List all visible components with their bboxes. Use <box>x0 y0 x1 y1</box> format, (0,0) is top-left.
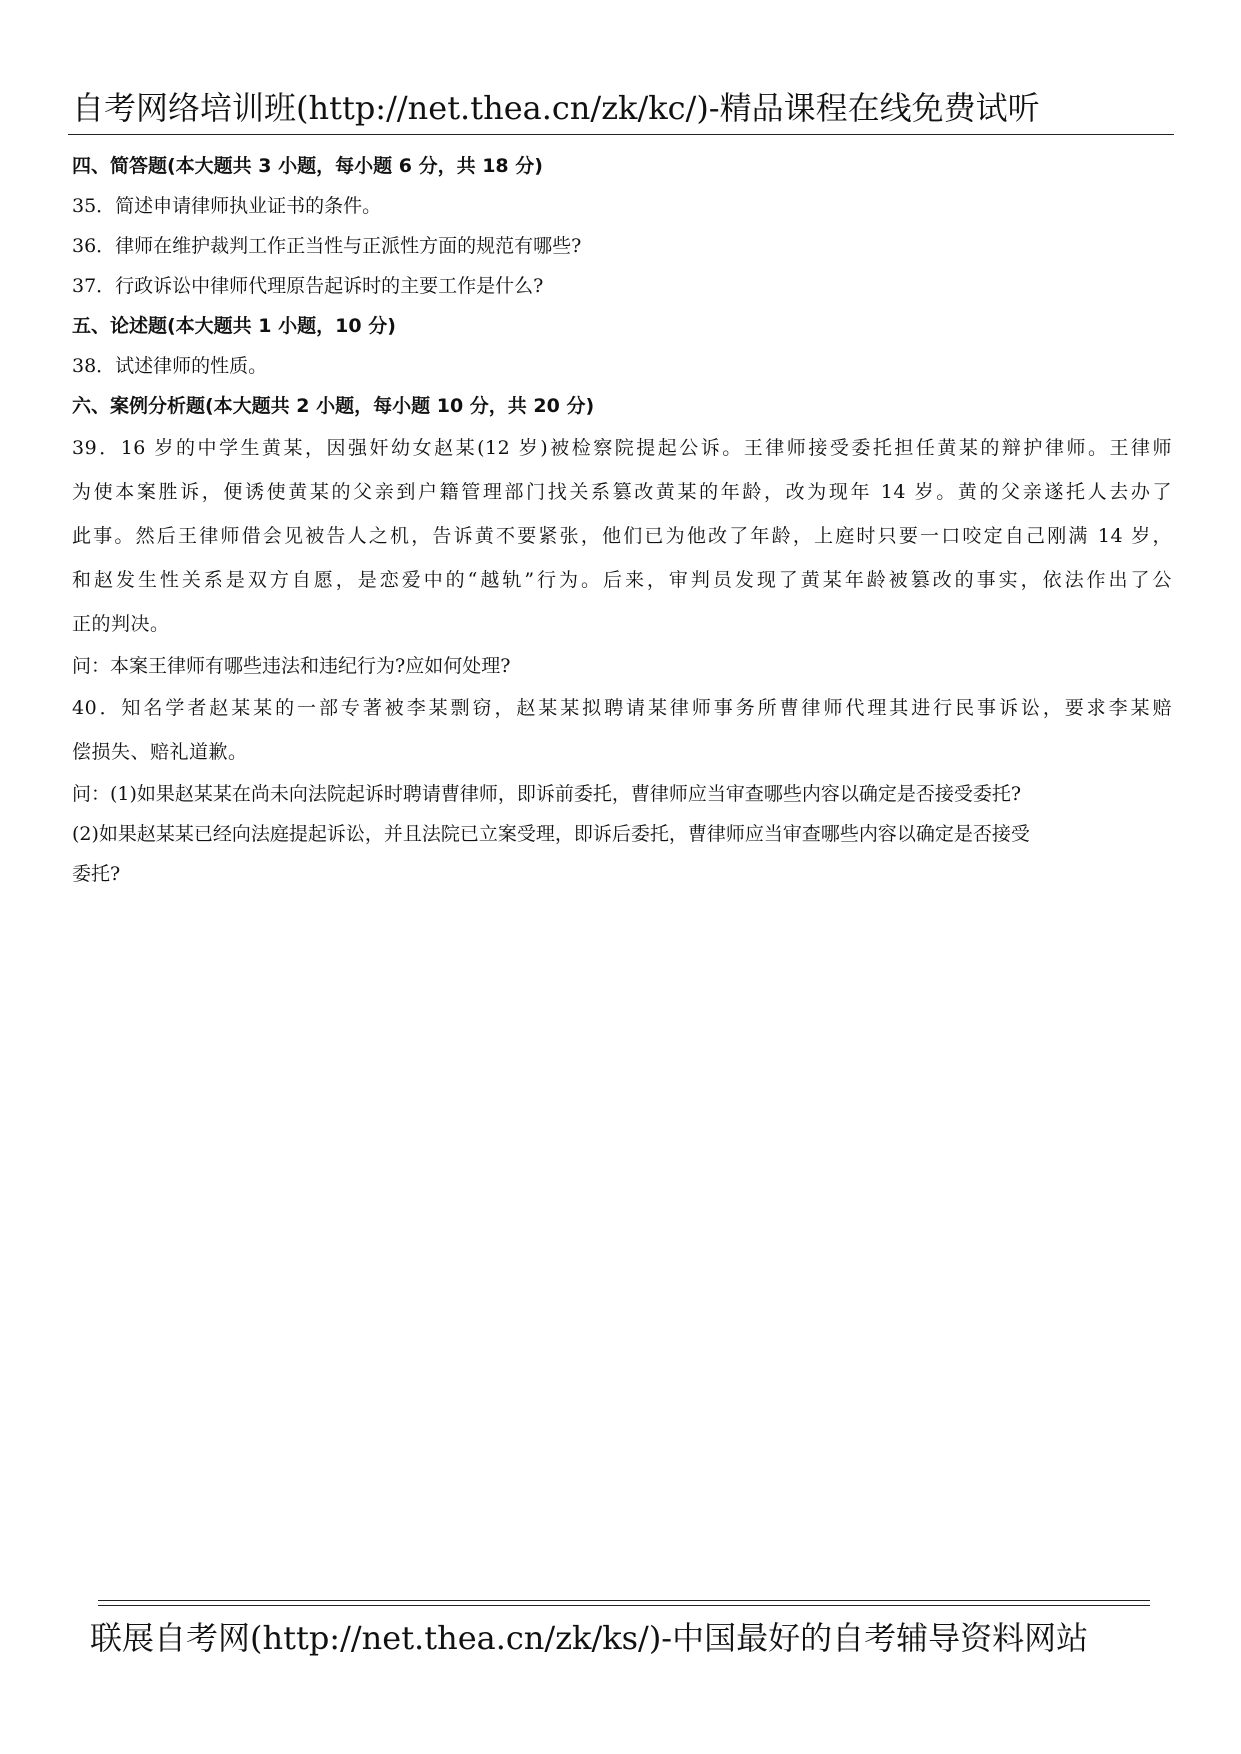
question-39-line: 39．16 岁的中学生黄某，因强奸幼女赵某(12 岁)被检察院提起公诉。王律师接受委托担任黄某的辩护律师。王律师 <box>72 437 1172 459</box>
question-39 <box>72 426 1172 646</box>
question-40-line: 偿损失、赔礼道歉。 <box>72 741 248 763</box>
page-footer-title: 联展自考网(http://net.thea.cn/zk/ks/)-中国最好的自考辅导资料网站 <box>90 1619 1089 1657</box>
question-40-ask-1: 问：(1)如果赵某某在尚未向法院起诉时聘请曹律师，即诉前委托，曹律师应当审查哪些内容以确定是否接受委托? <box>72 783 1022 805</box>
question-39-line: 正的判决。 <box>72 613 170 635</box>
page-header-title: 自考网络培训班(http://net.thea.cn/zk/kc/)-精品课程在线免费试听 <box>72 89 1040 127</box>
exam-content <box>72 146 1172 894</box>
question-39-line: 为使本案胜诉，便诱使黄某的父亲到户籍管理部门找关系篡改黄某的年龄，改为现年 14 岁。黄的父亲遂托人去办了 <box>72 481 1172 503</box>
question-40-ask-2 <box>72 814 1172 894</box>
question-35: 35．简述申请律师执业证书的条件。 <box>72 195 382 217</box>
question-40-ask-2-line: 委托? <box>72 863 121 885</box>
section-heading-essay: 五、论述题(本大题共 1 小题，10 分) <box>72 315 396 337</box>
question-39-ask: 问：本案王律师有哪些违法和违纪行为?应如何处理? <box>72 655 511 677</box>
question-40-ask-2-line: (2)如果赵某某已经向法庭提起诉讼，并且法院已立案受理，即诉后委托，曹律师应当审查哪些内容以确定是否接受 <box>72 823 1030 845</box>
section-heading-short-answer: 四、简答题(本大题共 3 小题，每小题 6 分，共 18 分) <box>72 155 543 177</box>
question-37: 37．行政诉讼中律师代理原告起诉时的主要工作是什么? <box>72 275 544 297</box>
section-heading-case-analysis: 六、案例分析题(本大题共 2 小题，每小题 10 分，共 20 分) <box>72 395 595 417</box>
footer-double-divider <box>98 1600 1150 1606</box>
question-39-line: 和赵发生性关系是双方自愿，是恋爱中的“越轨”行为。后来，审判员发现了黄某年龄被篡改的事实，依法作出了公 <box>72 569 1172 591</box>
question-38: 38．试述律师的性质。 <box>72 355 268 377</box>
question-36: 36．律师在维护裁判工作正当性与正派性方面的规范有哪些? <box>72 235 582 257</box>
header-divider <box>68 134 1174 135</box>
question-40 <box>72 686 1172 774</box>
question-39-line: 此事。然后王律师借会见被告人之机，告诉黄不要紧张，他们已为他改了年龄，上庭时只要一口咬定自己刚满 14 岁， <box>72 525 1172 547</box>
question-40-line: 40．知名学者赵某某的一部专著被李某剽窃，赵某某拟聘请某律师事务所曹律师代理其进行民事诉讼，要求李某赔 <box>72 697 1172 719</box>
